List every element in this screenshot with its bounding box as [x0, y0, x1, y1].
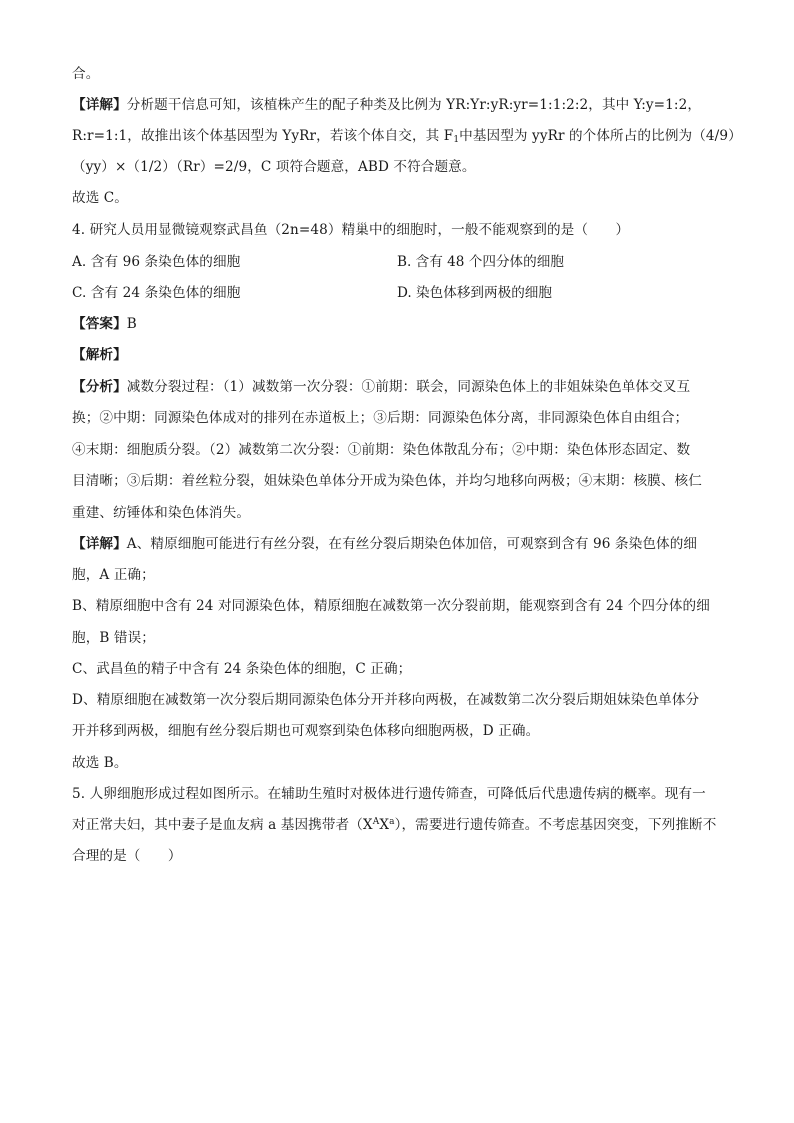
text-line: D、精原细胞在减数第一次分裂后期同源染色体分开并移向两极，在减数第二次分裂后期姐妹染色单体分 — [72, 692, 700, 708]
text-line: 胞，A 正确； — [72, 567, 155, 583]
text-line: 目清晰；③后期：着丝粒分裂，姐妹染色单体分开成为染色体，并均匀地移向两极；④末期：核膜、核仁 — [72, 473, 702, 489]
text-line: 胞，B 错误； — [72, 630, 155, 646]
answer-line — [72, 314, 137, 334]
text-line: 【分析】减数分裂过程：（1）减数第一次分裂：①前期：联会，同源染色体上的非姐妹染色单体交叉互 — [72, 379, 691, 395]
section-tag: 【分析】 — [72, 379, 127, 395]
answer-value: B — [126, 316, 137, 332]
text-line: （yy）×（1/2）（Rr）=2/9，C 项符合题意，ABD 不符合题意。 — [72, 159, 476, 175]
answer-tag: 【答案】 — [72, 316, 127, 332]
text-line: B、精原细胞中含有 24 对同源染色体，精原细胞在减数第一次分裂前期，能观察到含有 24 个四分体的细 — [72, 598, 710, 614]
option-d: D. 染色体移到两极的细胞 — [397, 285, 552, 301]
text-line: 故选 B。 — [72, 755, 128, 771]
text-line: 换；②中期：同源染色体成对的排列在赤道板上；③后期：同源染色体分离，非同源染色体自由组合； — [72, 410, 689, 426]
text-line: 合。 — [72, 66, 100, 82]
section-tag: 【详解】 — [72, 97, 127, 113]
text-line: 故选 C。 — [72, 190, 129, 206]
text-line: 【详解】A、精原细胞可能进行有丝分裂，在有丝分裂后期染色体加倍，可观察到含有 96 条染色体的细 — [72, 536, 698, 552]
text-line: R:r=1:1，故推出该个体基因型为 YyRr，若该个体自交，其 $F_1$中基因型为 yyRr 的个体所占的比例为（4/9） — [72, 128, 742, 145]
option-c: C. 含有 24 条染色体的细胞 — [72, 285, 241, 301]
option-b: B. 含有 48 个四分体的细胞 — [397, 254, 564, 270]
text-line: 【详解】分析题干信息可知，该植株产生的配子种类及比例为 YR:Yr:yR:yr=1:1:2:2，其中 Y:y=1:2， — [72, 97, 702, 113]
text-line: 合理的是（ ） — [72, 848, 182, 864]
question-4-stem: 4. 研究人员用显微镜观察武昌鱼（2n=48）精巢中的细胞时，一般不能观察到的是（ ） — [72, 222, 630, 238]
section-tag: 【详解】 — [72, 536, 127, 552]
option-a: A. 含有 96 条染色体的细胞 — [72, 254, 241, 270]
text-line: 开并移到两极，细胞有丝分裂后期也可观察到染色体移向细胞两极，D 正确。 — [72, 723, 540, 739]
text-line: C、武昌鱼的精子中含有 24 条染色体的细胞，C 正确； — [72, 661, 412, 677]
question-5-stem: 5. 人卵细胞形成过程如图所示。在辅助生殖时对极体进行遗传筛查，可降低后代患遗传病的概率。现有一 — [72, 786, 706, 802]
text-line: ④末期：细胞质分裂。（2）减数第二次分裂：①前期：染色体散乱分布；②中期：染色体形态固定、数 — [72, 442, 691, 458]
analysis-heading: 【解析】 — [72, 347, 127, 363]
text-line: 重建、纺锤体和染色体消失。 — [72, 505, 251, 521]
text-line: 对正常夫妇，其中妻子是血友病 a 基因携带者$(X^AX^a)$，需要进行遗传筛查。不考虑基因突变，下列推断不 — [72, 817, 717, 833]
